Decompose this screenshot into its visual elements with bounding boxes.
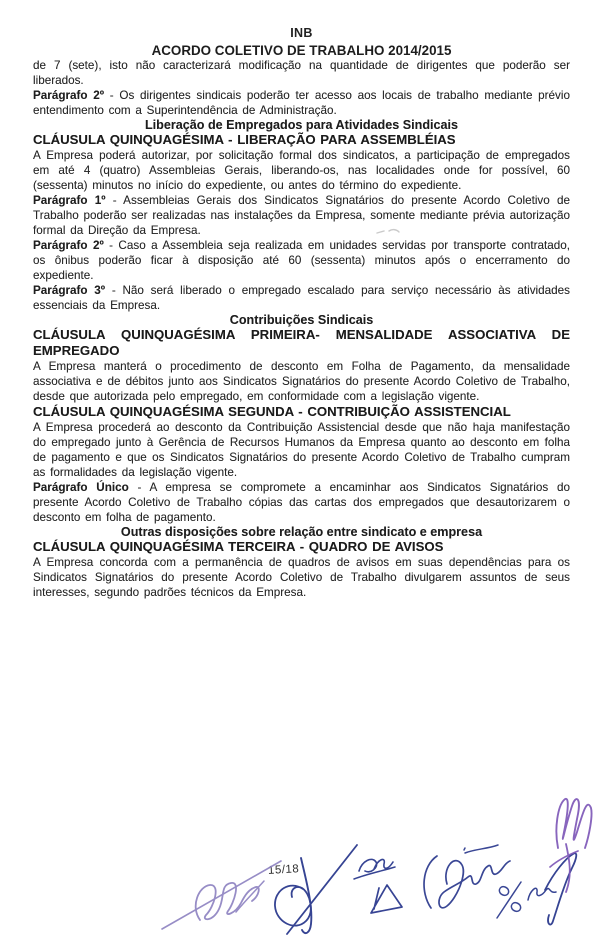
paragraph [33, 238, 570, 283]
paragraph-lead: Parágrafo Único [33, 481, 129, 494]
paragraph [33, 420, 570, 480]
paragraph-text: - Não será liberado o empregado escalado para serviço necessário às atividades essenciais da Empresa. [33, 284, 570, 312]
document-title: ACORDO COLETIVO DE TRABALHO 2014/2015 [151, 43, 452, 58]
document-org: INB [290, 26, 313, 40]
section-heading: Outras disposições sobre relação entre sindicato e empresa [120, 525, 483, 539]
clause-heading: CLÁUSULA QUINQUAGÉSIMA SEGUNDA - CONTRIBUIÇÃO ASSISTENCIAL [33, 404, 511, 419]
paragraph [33, 193, 570, 238]
paragraph-text: - Caso a Assembleia seja realizada em unidades servidas por transporte contratado, os ônibus poderão ficar à disposição até 60 (sessenta) minutos após o encerramento do expediente. [33, 239, 570, 282]
paragraph-text: A Empresa concorda com a permanência de quadros de avisos em suas dependências para os Sindicatos Signatários do presente Acordo Coletivo de Trabalho divulgarem assuntos de seus interesses, segundo padrões técnicos da Empresa. [33, 556, 570, 599]
paragraph-lead: Parágrafo 1º [33, 194, 106, 207]
section-heading: Contribuições Sindicais [229, 313, 374, 327]
paragraph-text: - A empresa se compromete a encaminhar aos Sindicatos Signatários do presente Acordo Coletivo de Trabalho cópias das cartas dos empregados que desautorizarem o desconto em folha de pagamento. [33, 481, 570, 524]
paragraph-text: A Empresa procederá ao desconto da Contribuição Assistencial desde que não haja manifestação do empregado junto à Gerência de Recursos Humanos da Empresa quanto ao desconto em folha de pagamento e que os Sindicatos Signatários do presente Acordo Coletivo de Trabalho cumpram as formalidades da legislação vigente. [33, 421, 570, 479]
paragraph-text: - Assembleias Gerais dos Sindicatos Signatários do presente Acordo Coletivo de Trabalho poderão ser realizadas nas instalações da Empresa, somente mediante prévia autorização formal da Direção da Empresa. [33, 194, 570, 237]
paragraph [33, 283, 570, 313]
paragraph [33, 88, 570, 118]
section-heading: Liberação de Empregados para Atividades Sindicais [144, 118, 459, 132]
paragraph-text: A Empresa manterá o procedimento de desconto em Folha de Pagamento, da mensalidade associativa e de débitos junto aos Sindicatos Signatários do presente Acordo Coletivo de Trabalho, desde que autorizada pelo empregado, em conformidade com a legislação vigente. [33, 360, 570, 403]
paragraph [33, 359, 570, 404]
paragraph [33, 555, 570, 600]
clause-heading: CLÁUSULA QUINQUAGÉSIMA PRIMEIRA- MENSALIDADE ASSOCIATIVA DE EMPREGADO [33, 327, 570, 358]
clause-heading: CLÁUSULA QUINQUAGÉSIMA TERCEIRA - QUADRO DE AVISOS [33, 539, 444, 554]
paragraph-text: de 7 (sete), isto não caracterizará modificação na quantidade de dirigentes que poderão ser liberados. [33, 59, 570, 87]
paragraph [33, 480, 570, 525]
paragraph-lead: Parágrafo 2º [33, 239, 104, 252]
paragraph [33, 148, 570, 193]
paragraph-text: A Empresa poderá autorizar, por solicitação formal dos sindicatos, a participação de empregados em até 4 (quatro) Assembleias Gerais, liberando-os, nas localidades onde for possível, 60 (sessenta) minutos no início do expediente, ou antes do término do expediente. [33, 149, 570, 192]
paragraph-text: - Os dirigentes sindicais poderão ter acesso aos locais de trabalho mediante prévio entendimento com a Superintendência de Administração. [33, 89, 570, 117]
clause-heading: CLÁUSULA QUINQUAGÉSIMA - LIBERAÇÃO PARA ASSEMBLÉIAS [33, 132, 456, 147]
page-number: 15/18 [267, 863, 300, 877]
paragraph-lead: Parágrafo 2º [33, 89, 105, 102]
paragraph-lead: Parágrafo 3º [33, 284, 106, 297]
paragraph [33, 58, 570, 88]
